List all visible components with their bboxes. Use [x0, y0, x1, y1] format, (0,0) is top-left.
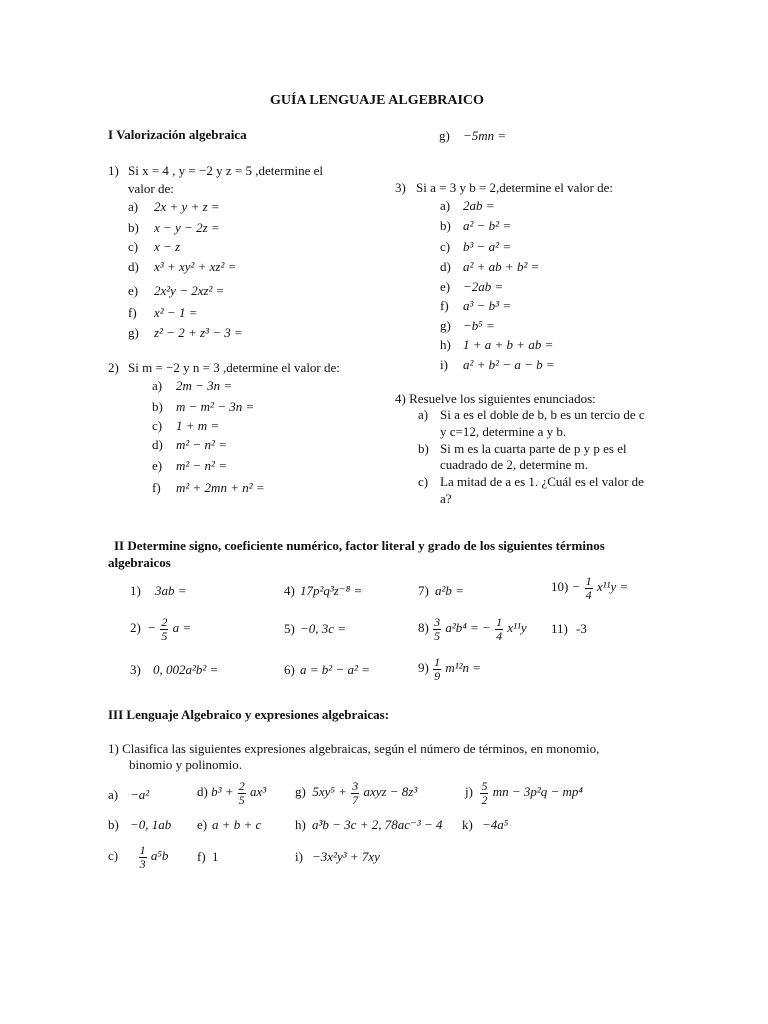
term-2-sign: −: [147, 620, 157, 635]
expr-d: [197, 776, 266, 808]
term-8-fraction-2: [495, 616, 503, 643]
term-6-label: 6): [284, 662, 295, 677]
term-9-expr: m¹²n =: [445, 660, 482, 675]
q4-b-label: b): [418, 441, 429, 456]
q3-item-label: f): [440, 298, 449, 313]
term-3-expr: 0, 002a²b² =: [153, 662, 219, 677]
q3-item-label: c): [440, 239, 451, 254]
expr-f-label: f): [197, 849, 206, 864]
term-7-expr: a²b =: [435, 583, 464, 598]
expr-g-part-1: 5xy⁵ +: [312, 784, 347, 799]
expr-d-part-1: b³ +: [211, 784, 234, 799]
term-8-num: 3: [434, 614, 441, 629]
expr-a: −a²: [130, 787, 150, 802]
expr-c: [108, 840, 168, 872]
q3-item-expr: 2ab =: [463, 198, 495, 213]
q1-item-expr: 2x²y − 2xz² =: [154, 283, 225, 298]
term-10-fraction: [585, 575, 593, 602]
q2-item-label: e): [152, 458, 163, 473]
term-2-expr: a =: [172, 620, 192, 635]
q4-b-line-2: cuadrado de 2, determine m.: [440, 457, 588, 472]
term-9-fraction: [433, 656, 441, 683]
term-10: [551, 573, 628, 602]
term-8-expr-2: x¹¹y: [507, 620, 527, 635]
expr-a-label: a): [108, 787, 119, 802]
q3-item-expr: −2ab =: [463, 279, 504, 294]
expr-c-label: c): [108, 848, 119, 863]
term-9-num: 1: [434, 654, 441, 669]
q1-intro-2: valor de:: [128, 181, 174, 196]
g-top-label: g): [439, 128, 450, 143]
section-2-heading: II Determine signo, coeficiente numérico, factor literal y grado de los siguientes términos: [114, 538, 605, 553]
q4-a-label: a): [418, 407, 429, 422]
term-7-label: 7): [418, 583, 429, 598]
s3-q1-line-2: binomio y polinomio.: [129, 757, 243, 772]
expr-k: −4a⁵: [482, 817, 509, 832]
term-9: [418, 653, 481, 683]
q3-item-expr: b³ − a² =: [463, 239, 512, 254]
q3-item-expr: a² + ab + b² =: [463, 259, 540, 274]
q1-item-expr: x − y − 2z =: [154, 220, 220, 235]
q2-item-label: b): [152, 399, 163, 414]
term-2-label: 2): [130, 620, 141, 635]
term-1-expr: 3ab =: [155, 583, 187, 598]
q2-item-label: f): [152, 480, 161, 495]
q4-a-line-1: Si a es el doble de b, b es un tercio de c: [440, 407, 645, 422]
q3-item-expr: a³ − b³ =: [463, 298, 512, 313]
q3-item-expr: a² − b² =: [463, 218, 512, 233]
section-2-heading-2: algebraicos: [108, 555, 171, 570]
q2-intro: Si m = −2 y n = 3 ,determine el valor de:: [128, 360, 340, 375]
term-4-label: 4): [284, 583, 295, 598]
term-4-expr: 17p²q³z⁻⁸ =: [300, 583, 363, 598]
q4-c-line-1: La mitad de a es 1. ¿Cuál es el valor de: [440, 474, 644, 489]
q1-item-expr: z² − 2 + z³ − 3 =: [154, 325, 243, 340]
term-10-num: 1: [585, 573, 592, 588]
expr-c-num: 1: [139, 842, 146, 857]
term-10-expr: x¹¹y =: [596, 579, 629, 594]
expr-k-label: k): [462, 817, 473, 832]
term-9-label: 9): [418, 660, 429, 675]
g-top-expr: −5mn =: [463, 128, 507, 143]
expr-d-fraction: [238, 780, 246, 807]
q2-item-expr: 1 + m =: [176, 418, 220, 433]
q3-item-label: i): [440, 357, 448, 372]
expr-g-part-2: axyz − 8z³: [363, 784, 418, 799]
term-8-den: 5: [434, 628, 441, 643]
expr-g-num: 3: [352, 778, 359, 793]
q3-item-label: d): [440, 259, 451, 274]
page-title: GUÍA LENGUAJE ALGEBRAICO: [270, 93, 484, 108]
q2-item-expr: 2m − 3n =: [176, 378, 233, 393]
term-8: [418, 613, 527, 643]
term-8-fraction-1: [433, 616, 441, 643]
q1-item-label: d): [128, 259, 139, 274]
q2-item-label: d): [152, 437, 163, 452]
term-6-expr: a = b² − a² =: [300, 662, 370, 677]
q1-item-label: c): [128, 239, 139, 254]
expr-g: [295, 776, 417, 808]
q1-item-expr: x − z: [154, 239, 181, 254]
q4-intro: 4) Resuelve los siguientes enunciados:: [395, 391, 596, 406]
expr-j-part: mn − 3p²q − mp⁴: [492, 784, 583, 799]
q3-item-label: g): [440, 318, 451, 333]
q2-item-expr: m² + 2mn + n² =: [176, 480, 265, 495]
expr-i: −3x²y³ + 7xy: [312, 849, 380, 864]
expr-i-label: i): [295, 849, 303, 864]
expr-c-fraction: [139, 844, 147, 871]
q3-item-label: b): [440, 218, 451, 233]
expr-h: a³b − 3c + 2, 78ac⁻³ − 4: [312, 817, 443, 832]
term-1-label: 1): [130, 583, 141, 598]
term-8-num-2: 1: [496, 614, 503, 629]
q3-item-expr: 1 + a + b + ab =: [463, 337, 554, 352]
expr-j-label: j): [465, 784, 473, 799]
expr-d-den: 5: [238, 792, 245, 807]
q4-c-line-2: a?: [440, 491, 452, 506]
q2-number: 2): [108, 360, 119, 375]
term-5-label: 5): [284, 621, 295, 636]
term-8-label: 8): [418, 620, 429, 635]
term-10-label: 10): [551, 579, 569, 594]
q1-item-expr: x² − 1 =: [154, 305, 198, 320]
expr-e: a + b + c: [212, 817, 262, 832]
term-9-den: 9: [434, 668, 441, 683]
q3-intro: Si a = 3 y b = 2,determine el valor de:: [416, 180, 613, 195]
expr-j-den: 2: [481, 792, 488, 807]
q3-item-label: e): [440, 279, 451, 294]
term-5-expr: −0, 3c =: [300, 621, 347, 636]
expr-j: [465, 776, 583, 808]
term-2: [130, 613, 191, 643]
q3-number: 3): [395, 180, 406, 195]
expr-d-num: 2: [238, 778, 245, 793]
q1-item-label: e): [128, 283, 139, 298]
q1-item-label: a): [128, 199, 139, 214]
expr-e-label: e): [197, 817, 208, 832]
q1-intro: Si x = 4 , y = −2 y z = 5 ,determine el: [128, 163, 324, 178]
term-8-den-2: 4: [496, 628, 503, 643]
q4-a-line-2: y c=12, determine a y b.: [440, 424, 567, 439]
expr-h-label: h): [295, 817, 306, 832]
q1-number: 1): [108, 163, 119, 178]
q3-item-label: a): [440, 198, 451, 213]
q2-item-expr: m − m² − 3n =: [176, 399, 255, 414]
expr-g-label: g): [295, 784, 306, 799]
q1-item-label: g): [128, 325, 139, 340]
term-2-num: 2: [161, 614, 168, 629]
expr-c-part: a⁵b: [150, 848, 169, 863]
expr-b-label: b): [108, 817, 119, 832]
q1-item-label: b): [128, 220, 139, 235]
term-11-label: 11): [551, 621, 568, 636]
q4-b-line-1: Si m es la cuarta parte de p y p es el: [440, 441, 627, 456]
expr-f: 1: [212, 849, 219, 864]
expr-j-fraction: [480, 780, 488, 807]
q2-item-label: c): [152, 418, 163, 433]
q2-item-label: a): [152, 378, 163, 393]
expr-c-den: 3: [139, 856, 146, 871]
q2-item-expr: m² − n² =: [176, 437, 227, 452]
q1-item-expr: 2x + y + z =: [154, 199, 220, 214]
q1-item-label: f): [128, 305, 137, 320]
q1-item-expr: x³ + xy² + xz² =: [154, 259, 237, 274]
section-1-heading: I Valorización algebraica: [108, 127, 247, 142]
section-3-heading: III Lenguaje Algebraico y expresiones algebraicas:: [108, 707, 390, 722]
q2-item-expr: m² − n² =: [176, 458, 227, 473]
expr-j-num: 5: [481, 778, 488, 793]
expr-d-part-2: ax³: [250, 784, 267, 799]
q3-item-label: h): [440, 337, 451, 352]
expr-g-fraction: [351, 780, 359, 807]
q3-item-expr: a² + b² − a − b =: [463, 357, 555, 372]
term-8-expr: a²b⁴ = −: [445, 620, 491, 635]
term-3-label: 3): [130, 662, 141, 677]
term-10-den: 4: [585, 587, 592, 602]
expr-d-label: d): [197, 784, 208, 799]
s3-q1-line-1: 1) Clasifica las siguientes expresiones algebraicas, según el número de términos, en monomio,: [108, 741, 600, 756]
term-11-expr: -3: [576, 621, 587, 636]
q4-c-label: c): [418, 474, 429, 489]
term-2-den: 5: [161, 628, 168, 643]
expr-b: −0, 1ab: [130, 817, 172, 832]
term-10-sign: −: [571, 579, 581, 594]
term-2-fraction: [160, 616, 168, 643]
q3-item-expr: −b⁵ =: [463, 318, 495, 333]
expr-g-den: 7: [352, 792, 359, 807]
